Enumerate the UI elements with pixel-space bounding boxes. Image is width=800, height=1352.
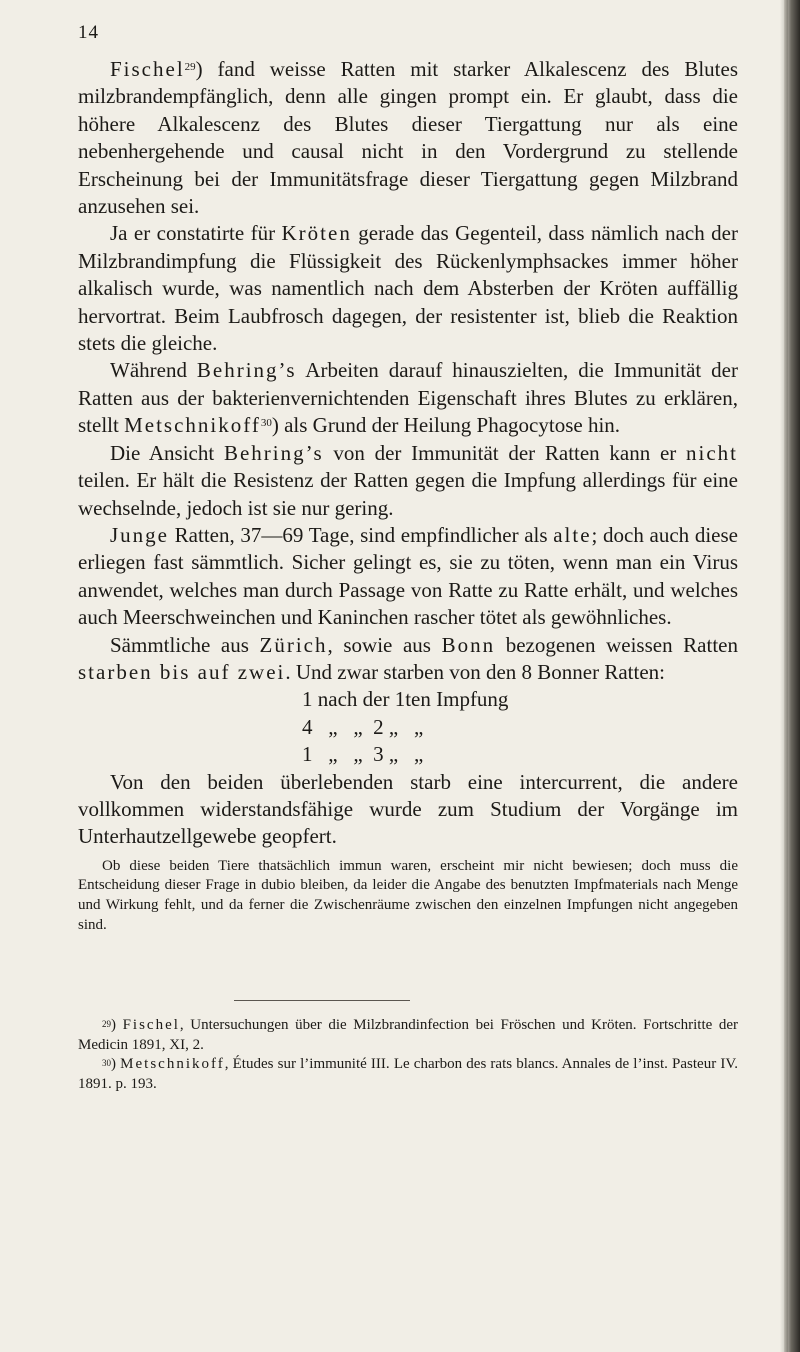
footnote-author: Metschnikoff [120,1056,225,1073]
emphasis: Bonn [441,632,496,657]
footnote-ref: 29 [184,61,196,73]
footnotes [78,1016,738,1094]
paragraph-saemmtliche [78,632,738,687]
table-row: 1 „ „ 3 „ „ [302,742,424,767]
footnote-text: , Untersuchungen über die Milzbrandinfection bei Fröschen und Kröten. Fortschritte der Medicin 1891, XI, 2. [78,1017,739,1053]
paragraph-kroeten [78,220,738,357]
paragraph-text: ) als Grund der Heilung Phagocytose hin. [271,413,621,438]
emphasis: starben bis auf zwei [78,659,286,684]
page-number: 14 [78,22,99,43]
paragraph-text: ; doch auch diese erliegen fast sämmtlich. Sicher gelingt es, sie zu töten, wenn man ein Virus anwendet, welches man durch Passage von Ratte zu Ratte erhält, und welches auch Meerschweinchen und Kaninchen rascher tötet als gewöhnliches. [78,522,738,630]
main-text [78,56,738,935]
footnote-text: , Études sur l’immunité III. Le charbon des rats blancs. Annales de l’inst. Pasteur IV. 1891. p. 193. [78,1056,739,1092]
paragraph-text: . Und zwar starben von den 8 Bonner Ratten: [285,659,666,684]
paragraph-text: , sowie aus [327,632,442,657]
paragraph-behring [78,357,738,439]
footnote-number: 30 [102,1058,111,1069]
note-text: Ob diese beiden Tiere thatsächlich immun waren, erscheint mir nicht bewiesen; doch muss die Entscheidung dieser Frage in dubio bleiben, da leider die Angabe des benutzten Impfmaterials nach Menge und Wirkung fehlt, und da ferner die Zwischenräume zwischen den einzelnen Impfungen nicht angegeben sind. [78,857,738,933]
author-name: Metschnikoff [124,413,261,438]
paragraph-text: Ratten, 37—69 Tage, sind empfindlicher als [169,522,554,547]
paragraph-text: Während [110,358,197,383]
table-row: 4 „ „ 2 „ „ [302,714,424,739]
table-row: 1 nach der 1ten Impfung [302,687,509,712]
page-edge-gradient [780,0,788,1352]
paragraph-junge [78,522,738,632]
paragraph-fischel [78,56,738,220]
paragraph-text: von der Immunität der Ratten kann er [323,440,686,465]
author-name: Fischel [110,57,185,81]
paragraph-text: Sämmtliche aus [110,632,260,657]
footnote: $^{29}$) Fischel, Untersuchungen über die Milzbrandinfection bei Fröschen und Kröten. Fortschritte der Medicin 1891, XI, 2. [78,1017,739,1053]
emphasis: alte [553,522,592,547]
footnote-divider [234,1000,410,1001]
paragraph-ueberlebende: Von den beiden überlebenden starb eine intercurrent, die andere vollkommen widerstandsfähige wurde zum Studium der Vorgänge im Unterhautzellgewebe geopfert. [78,769,738,849]
paragraph-text: teilen. Er hält die Resistenz der Ratten gegen die Impfung allerdings für eine wechselnde, jedoch ist sie nur gering. [78,468,738,520]
paragraph-text: Arbeiten darauf hinauszielten, die Immunität der Ratten aus der bakterienvernichtenden Eigenschaft ihres Blutes zu erklären, stellt [78,358,738,438]
author-name: Behring’s [223,440,324,465]
emphasis: Junge [110,522,169,547]
emphasis: nicht [686,440,738,465]
author-name: Behring’s [196,358,297,383]
footnote-ref: 30 [260,417,272,430]
paragraph-ansicht [78,440,738,522]
footnote: $^{30}$) Metschnikoff, Études sur l’immunité III. Le charbon des rats blancs. Annales de l’inst. Pasteur IV. 1891. p. 193. [78,1056,739,1092]
paragraph-text: bezogenen weissen Ratten [495,632,738,657]
footnote-number: 29 [102,1019,111,1029]
impfung-table [302,686,738,768]
emphasis: Kröten [281,221,352,246]
emphasis: Zürich [259,632,328,657]
paragraph-text: ) fand weisse Ratten mit starker Alkalescenz des Blutes milzbrandempfänglich, denn alle gingen prompt ein. Er glaubt, dass die höhere Alkalescenz des Blutes dieser Tiergattung nur als eine nebenhergehende und causal nicht in den Vordergrund zu stellende Erscheinung bei der Immunitätsfrage dieser Tiergattung gegen Milzbrand anzusehen sei. [78,57,738,219]
small-print-note [78,857,738,935]
paragraph-text: gerade das Gegenteil, dass nämlich nach der Milzbrandimpfung die Flüssigkeit des Rückenlymphsackes immer höher alkalisch wurde, was namentlich nach dem Absterben der Kröten auffällig hervortrat. Beim Laubfrosch dagegen, der resistenter ist, blieb die Reaktion stets die gleiche. [78,221,738,356]
paragraph-text: Ja er constatirte für [110,221,282,246]
footnote-author: Fischel [122,1017,180,1033]
paragraph-text: Die Ansicht [110,440,224,465]
